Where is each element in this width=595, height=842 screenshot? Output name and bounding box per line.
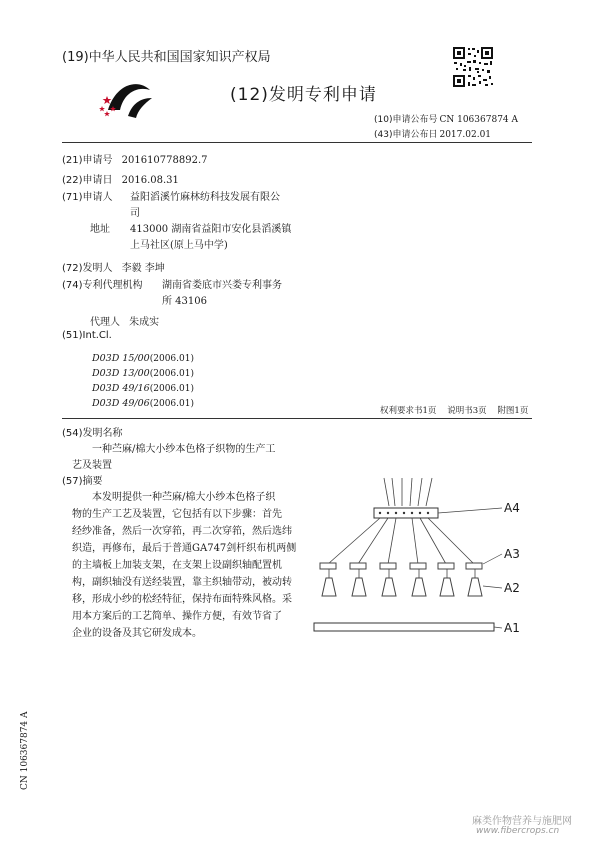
header-divider	[62, 142, 532, 143]
invention-title-line-2: 艺及装置	[72, 460, 112, 471]
issuing-authority: (19)中华人民共和国国家知识产权局	[62, 50, 271, 65]
ipc-version: (2006.01)	[149, 384, 194, 394]
side-publication-number: CN 106367874 A	[20, 711, 30, 790]
address-line-1: 413000 湖南省益阳市安化县滔溪镇	[130, 224, 292, 235]
applicant-line-1: 益阳滔溪竹麻林纺科技发展有限公	[130, 192, 280, 203]
publication-date-label: (43)申请公布日	[374, 130, 438, 140]
publication-date: 2017.02.01	[439, 130, 492, 140]
application-date-label: (22)申请日	[62, 175, 113, 186]
agent-label: 代理人	[90, 317, 120, 328]
cone-connectors	[329, 569, 475, 578]
application-date: 2016.08.31	[121, 175, 179, 186]
cnipa-logo-icon	[98, 76, 156, 122]
abstract-label: (57)摘要	[62, 476, 103, 487]
agency-line-2: 所 43106	[162, 296, 207, 307]
abstract-line: 构，副织轴没有送经装置，靠主织轴带动，被动转	[72, 577, 292, 588]
invention-title-label: (54)发明名称	[62, 428, 123, 439]
fan-out-yarns	[328, 518, 474, 564]
application-number-row	[62, 148, 208, 167]
ipc-code: D03D 49/06	[92, 398, 150, 409]
bobbin-holders-a3	[320, 563, 482, 569]
applicant-line-2: 司	[130, 208, 140, 219]
abstract-line: 的主墙板上加装支架，在支架上设副织轴配置机	[72, 560, 282, 571]
figure-label-a3: A3	[504, 547, 520, 561]
address-line-2: 上马社区(原上马中学)	[130, 240, 228, 251]
watermark-url: www.fibercrops.cn	[476, 826, 560, 836]
watermark-site-name: 麻类作物营养与施肥网	[472, 816, 572, 827]
ipc-row	[92, 391, 194, 410]
application-date-row	[62, 168, 179, 187]
abstract-line: 经纱准备，然后一次穿筘，再二次穿筘，然后选纬	[72, 526, 292, 537]
applicant-label: (71)申请人	[62, 192, 113, 203]
ipc-code: D03D 49/16	[92, 383, 150, 394]
agency-label: (74)专利代理机构	[62, 280, 143, 291]
int-cl-label: (51)Int.Cl.	[62, 330, 112, 341]
publication-number: CN 106367874 A	[439, 115, 519, 125]
abstract-line: 用本方案后的工艺简单、操作方便，有效节省了	[72, 611, 282, 622]
ipc-version: (2006.01)	[149, 399, 194, 409]
agent-row	[90, 310, 159, 329]
application-number-label: (21)申请号	[62, 155, 113, 166]
qr-code	[452, 46, 494, 88]
inventors-row	[62, 256, 165, 275]
address-label: 地址	[90, 224, 110, 235]
base-plate-a1	[314, 623, 494, 631]
document-type-title: (12)发明专利申请	[230, 85, 377, 105]
abstract-line: 企业的设备及其它研发成本。	[72, 628, 202, 639]
abstract-line: 移，形成小纱的松经特征，保持布面特殊风格。采	[72, 594, 292, 605]
publication-number-row	[374, 112, 518, 125]
inventors-label: (72)发明人	[62, 263, 113, 274]
ipc-version: (2006.01)	[149, 369, 194, 379]
figure-label-a4: A4	[504, 501, 520, 515]
abstract-line: 织造，再修布，最后于普通GA747剑杆织布机两侧	[72, 543, 297, 554]
invention-title-line-1: 一种苎麻/棉大小纱本色格子织物的生产工	[92, 444, 276, 455]
yarn-cones-a2	[322, 578, 482, 596]
ipc-code: D03D 13/00	[92, 368, 150, 379]
agent: 朱成实	[129, 317, 160, 328]
figure-label-a1: A1	[504, 621, 520, 635]
abstract-line: 本发明提供一种苎麻/棉大小纱本色格子织	[92, 492, 276, 503]
agency-line-1: 湖南省娄底市兴娄专利事务	[162, 280, 282, 291]
abstract-line: 物的生产工艺及装置，它包括有以下步骤：首先	[72, 509, 282, 520]
ipc-code: D03D 15/00	[92, 353, 150, 364]
page-count-summary: 权利要求书1页 说明书3页 附图1页	[380, 406, 529, 416]
publication-date-row	[374, 127, 491, 140]
application-number: 201610778892.7	[121, 155, 208, 166]
warp-yarn-lines	[384, 478, 432, 506]
section-divider	[62, 418, 532, 419]
inventors: 李毅 李坤	[121, 263, 165, 274]
publication-number-label: (10)申请公布号	[374, 115, 438, 125]
figure-label-a2: A2	[504, 581, 520, 595]
ipc-version: (2006.01)	[149, 354, 194, 364]
